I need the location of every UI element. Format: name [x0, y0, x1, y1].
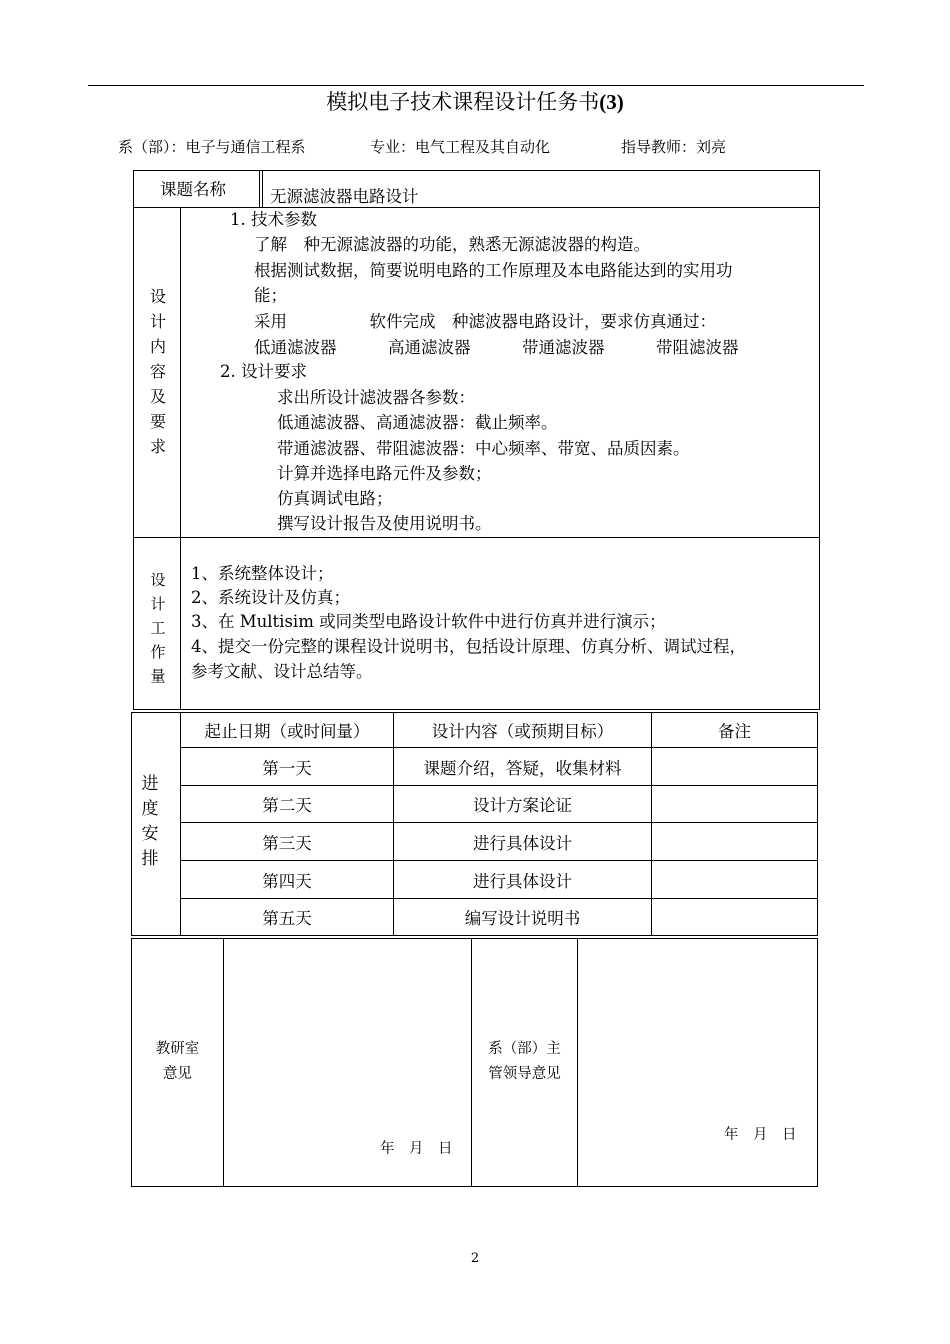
meta-major: 专业：电气工程及其自动化 — [370, 138, 551, 156]
req-line-6: 撰写设计报告及使用说明书。 — [277, 514, 492, 533]
workload-item-5: 参考文献、设计总结等。 — [191, 662, 373, 681]
topic-label: 课题名称 — [160, 180, 226, 199]
office-opinion-date: 年 月 日 — [380, 1141, 453, 1157]
schedule-day-5: 第五天 — [262, 909, 312, 928]
filter-bandpass: 带通滤波器 — [522, 338, 605, 357]
page-title — [0, 86, 950, 116]
schedule-label: 进 度 安 排 — [141, 774, 159, 869]
schedule-day-1: 第一天 — [262, 758, 312, 778]
filter-bandstop: 带阻滤波器 — [656, 338, 739, 357]
req-line-2: 低通滤波器、高通滤波器：截止频率。 — [277, 413, 558, 432]
schedule-header-content: 设计内容（或预期目标） — [431, 721, 614, 741]
schedule-content-1: 课题介绍，答疑，收集材料 — [423, 758, 622, 778]
workload-label: 设 计 工 作 量 — [150, 571, 166, 685]
tech-line-2: 根据测试数据，简要说明电路的工作原理及本电路能达到的实用功 — [254, 261, 733, 280]
req-line-3: 带通滤波器、带阻滤波器：中心频率、带宽、品质因素。 — [277, 439, 690, 458]
schedule-day-2: 第二天 — [262, 796, 312, 815]
title-text: 模拟电子技术课程设计任务书 — [326, 90, 600, 114]
schedule-content-4: 进行具体设计 — [473, 871, 572, 891]
schedule-note-3 — [652, 823, 817, 860]
office-opinion-label: 教研室 意见 — [155, 1041, 200, 1082]
schedule-note-4 — [652, 861, 817, 898]
schedule-content-3: 进行具体设计 — [473, 833, 572, 853]
req-heading: 2. 设计要求 — [220, 362, 307, 381]
workload-item-2: 2、系统设计及仿真； — [191, 588, 350, 607]
workload-item-3: 3、在 Multisim 或同类型电路设计软件中进行仿真并进行演示； — [191, 612, 666, 631]
req-line-4: 计算并选择电路元件及参数； — [277, 464, 492, 483]
tech-line-1: 了解 种无源滤波器的功能，熟悉无源滤波器的构造。 — [254, 235, 650, 254]
tech-heading: 1. 技术参数 — [230, 210, 317, 229]
meta-department: 系（部）：电子与通信工程系 — [118, 138, 306, 156]
title-number: (3) — [599, 90, 624, 114]
schedule-content-5: 编写设计说明书 — [464, 909, 581, 928]
workload-item-1: 1、系统整体设计； — [191, 564, 334, 583]
design-label: 设 计 内 容 及 要 求 — [149, 287, 166, 456]
tech-line-3: 能； — [254, 286, 287, 305]
schedule-header-note: 备注 — [718, 721, 751, 741]
schedule-day-3: 第三天 — [262, 833, 312, 853]
schedule-header-date: 起止日期（或时间量） — [204, 721, 370, 741]
meta-advisor: 指导教师：刘亮 — [621, 138, 727, 156]
page-number: 2 — [470, 1251, 480, 1266]
schedule-note-1 — [652, 748, 817, 785]
dept-opinion-label: 系（部）主 管领导意见 — [488, 1041, 561, 1082]
schedule-content-2: 设计方案论证 — [473, 796, 572, 815]
schedule-day-4: 第四天 — [262, 871, 312, 891]
filter-lowpass: 低通滤波器 — [254, 338, 337, 357]
filter-highpass: 高通滤波器 — [388, 338, 471, 357]
topic-value: 无源滤波器电路设计 — [270, 187, 419, 206]
schedule-note-5 — [652, 899, 817, 935]
schedule-note-2 — [652, 786, 817, 822]
req-line-5: 仿真调试电路； — [277, 489, 393, 508]
tech-line-4: 采用 软件完成 种滤波器电路设计，要求仿真通过： — [254, 312, 716, 331]
workload-item-4: 4、提交一份完整的课程设计说明书，包括设计原理、仿真分析、调试过程， — [191, 637, 746, 656]
dept-opinion-date: 年 月 日 — [724, 1127, 797, 1143]
req-line-1: 求出所设计滤波器各参数： — [277, 388, 475, 407]
